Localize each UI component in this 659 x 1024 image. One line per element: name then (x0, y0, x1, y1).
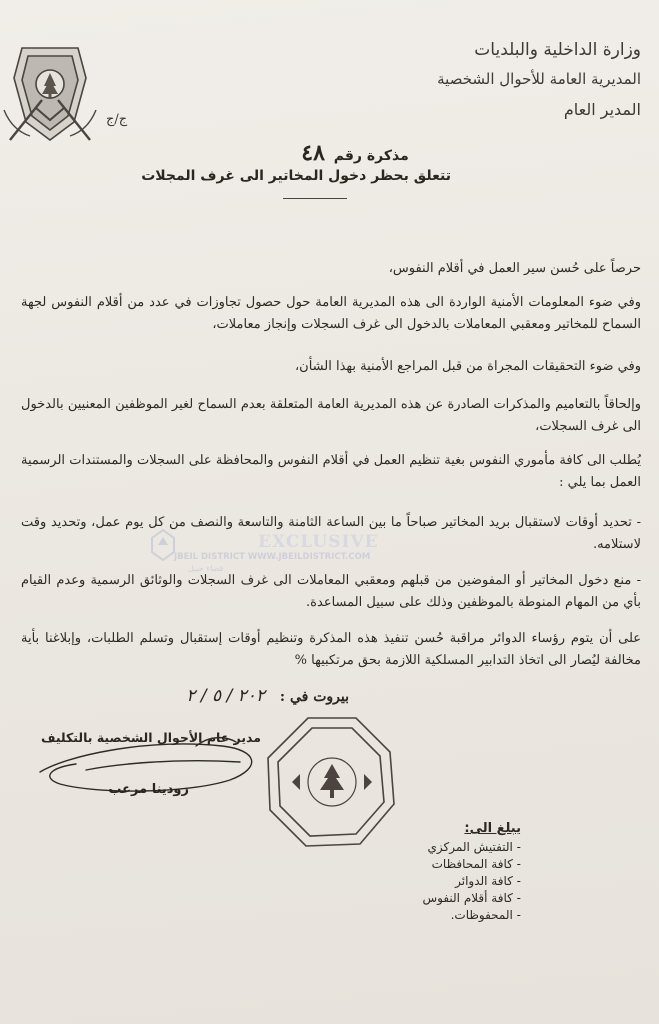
body-paragraph-2: وفي ضوء التحقيقات المجراة من قبل المراجع الأمنية بهذا الشأن، (294, 359, 641, 374)
body-paragraph-4: يُطلب الى كافة مأموري النفوس بغية تنظيم العمل في أقلام النفوس والمحافظة على السجلات والمستندات الرسمية العمل بما يلي : (21, 453, 641, 490)
watermark-brand: EXCLUSIVE (258, 532, 379, 552)
body-paragraph-3: وإلحاقاً بالتعاميم والمذكرات الصادرة عن هذه المديرية العامة المتعلقة بعدم السماح لغير الموظفين المعنيين بالدخول الى غرف السجلات، (21, 397, 641, 434)
memo-title (250, 140, 460, 166)
distribution-item: - كافة الدوائر (422, 873, 521, 890)
distribution-items (422, 839, 521, 924)
ministry-header: وزارة الداخلية والبلديات (474, 40, 641, 60)
distribution-item: - كافة أقلام النفوس (422, 890, 521, 907)
directorate-header: المديرية العامة للأحوال الشخصية (437, 70, 641, 88)
page-marker: ج/ج (106, 112, 128, 127)
date-label: بيروت في : (279, 689, 349, 705)
official-stamp-icon (262, 712, 402, 852)
instruction-item-1: - تحديد أوقات لاستقبال بريد المخاتير صباحاً ما بين الساعة الثامنة والتاسعة والنصف من كل يوم عمل، وتحديد وقت لاستلامه. (21, 515, 641, 552)
office-header: المدير العام (563, 100, 641, 119)
distribution-list (422, 820, 521, 924)
greeting-paragraph: حرصاً على حُسن سير العمل في أقلام النفوس، (388, 261, 641, 276)
closing-paragraph: على أن يتوم رؤساء الدوائر مراقبة حُسن تنفيذ هذه المذكرة وتنظيم أوقات إستقبال وتسلم الطلبات، وإبلاغنا بأية مخالفة ليُصار الى اتخاذ التدابير المسلكية اللازمة بحق مرتكبيها % (21, 631, 641, 668)
subject-underline (283, 198, 347, 199)
distribution-header: يبلغ الى: (464, 821, 521, 836)
body-paragraph-1: وفي ضوء المعلومات الأمنية الواردة الى هذه المديرية العامة حول حصول تجاوزات في عدد من أقلام النفوس لجهة السماح للمخاتير ومعقبي المعاملات بالدخول الى غرف السجلات وإنجاز معاملات، (21, 295, 641, 332)
distribution-item: - المحفوظات. (422, 907, 521, 924)
memo-title-prefix: مذكرة رقم (333, 148, 409, 164)
watermark-arabic: قضاء جبيل (188, 564, 224, 573)
date-value: ٢٠٢ / ٥ / ٢ (186, 686, 266, 706)
distribution-item: - التفتيش المركزي (422, 839, 521, 856)
date-line (186, 686, 349, 706)
memo-subject: تتعلق بحظر دخول المخاتير الى غرف المجلات (141, 168, 451, 184)
signatory-title: مدير عام الأحوال الشخصية بالتكليف (40, 730, 261, 745)
memo-number: ٤٨ (301, 140, 325, 166)
signatory-name: رودينا مرعب (108, 782, 189, 797)
security-emblem-icon (2, 40, 98, 150)
watermark-site: JBEIL DISTRICT WWW.JBEILDISTRICT.COM (174, 552, 371, 562)
instruction-item-2: - منع دخول المخاتير أو المفوضين من قبلهم ومعقبي المعاملات الى غرف السجلات والوثائق الرسمية وعدم القيام بأي من المهام المنوطة بالموظفين وذلك على سبيل المساعدة. (21, 573, 641, 610)
distribution-item: - كافة المحافظات (422, 856, 521, 873)
